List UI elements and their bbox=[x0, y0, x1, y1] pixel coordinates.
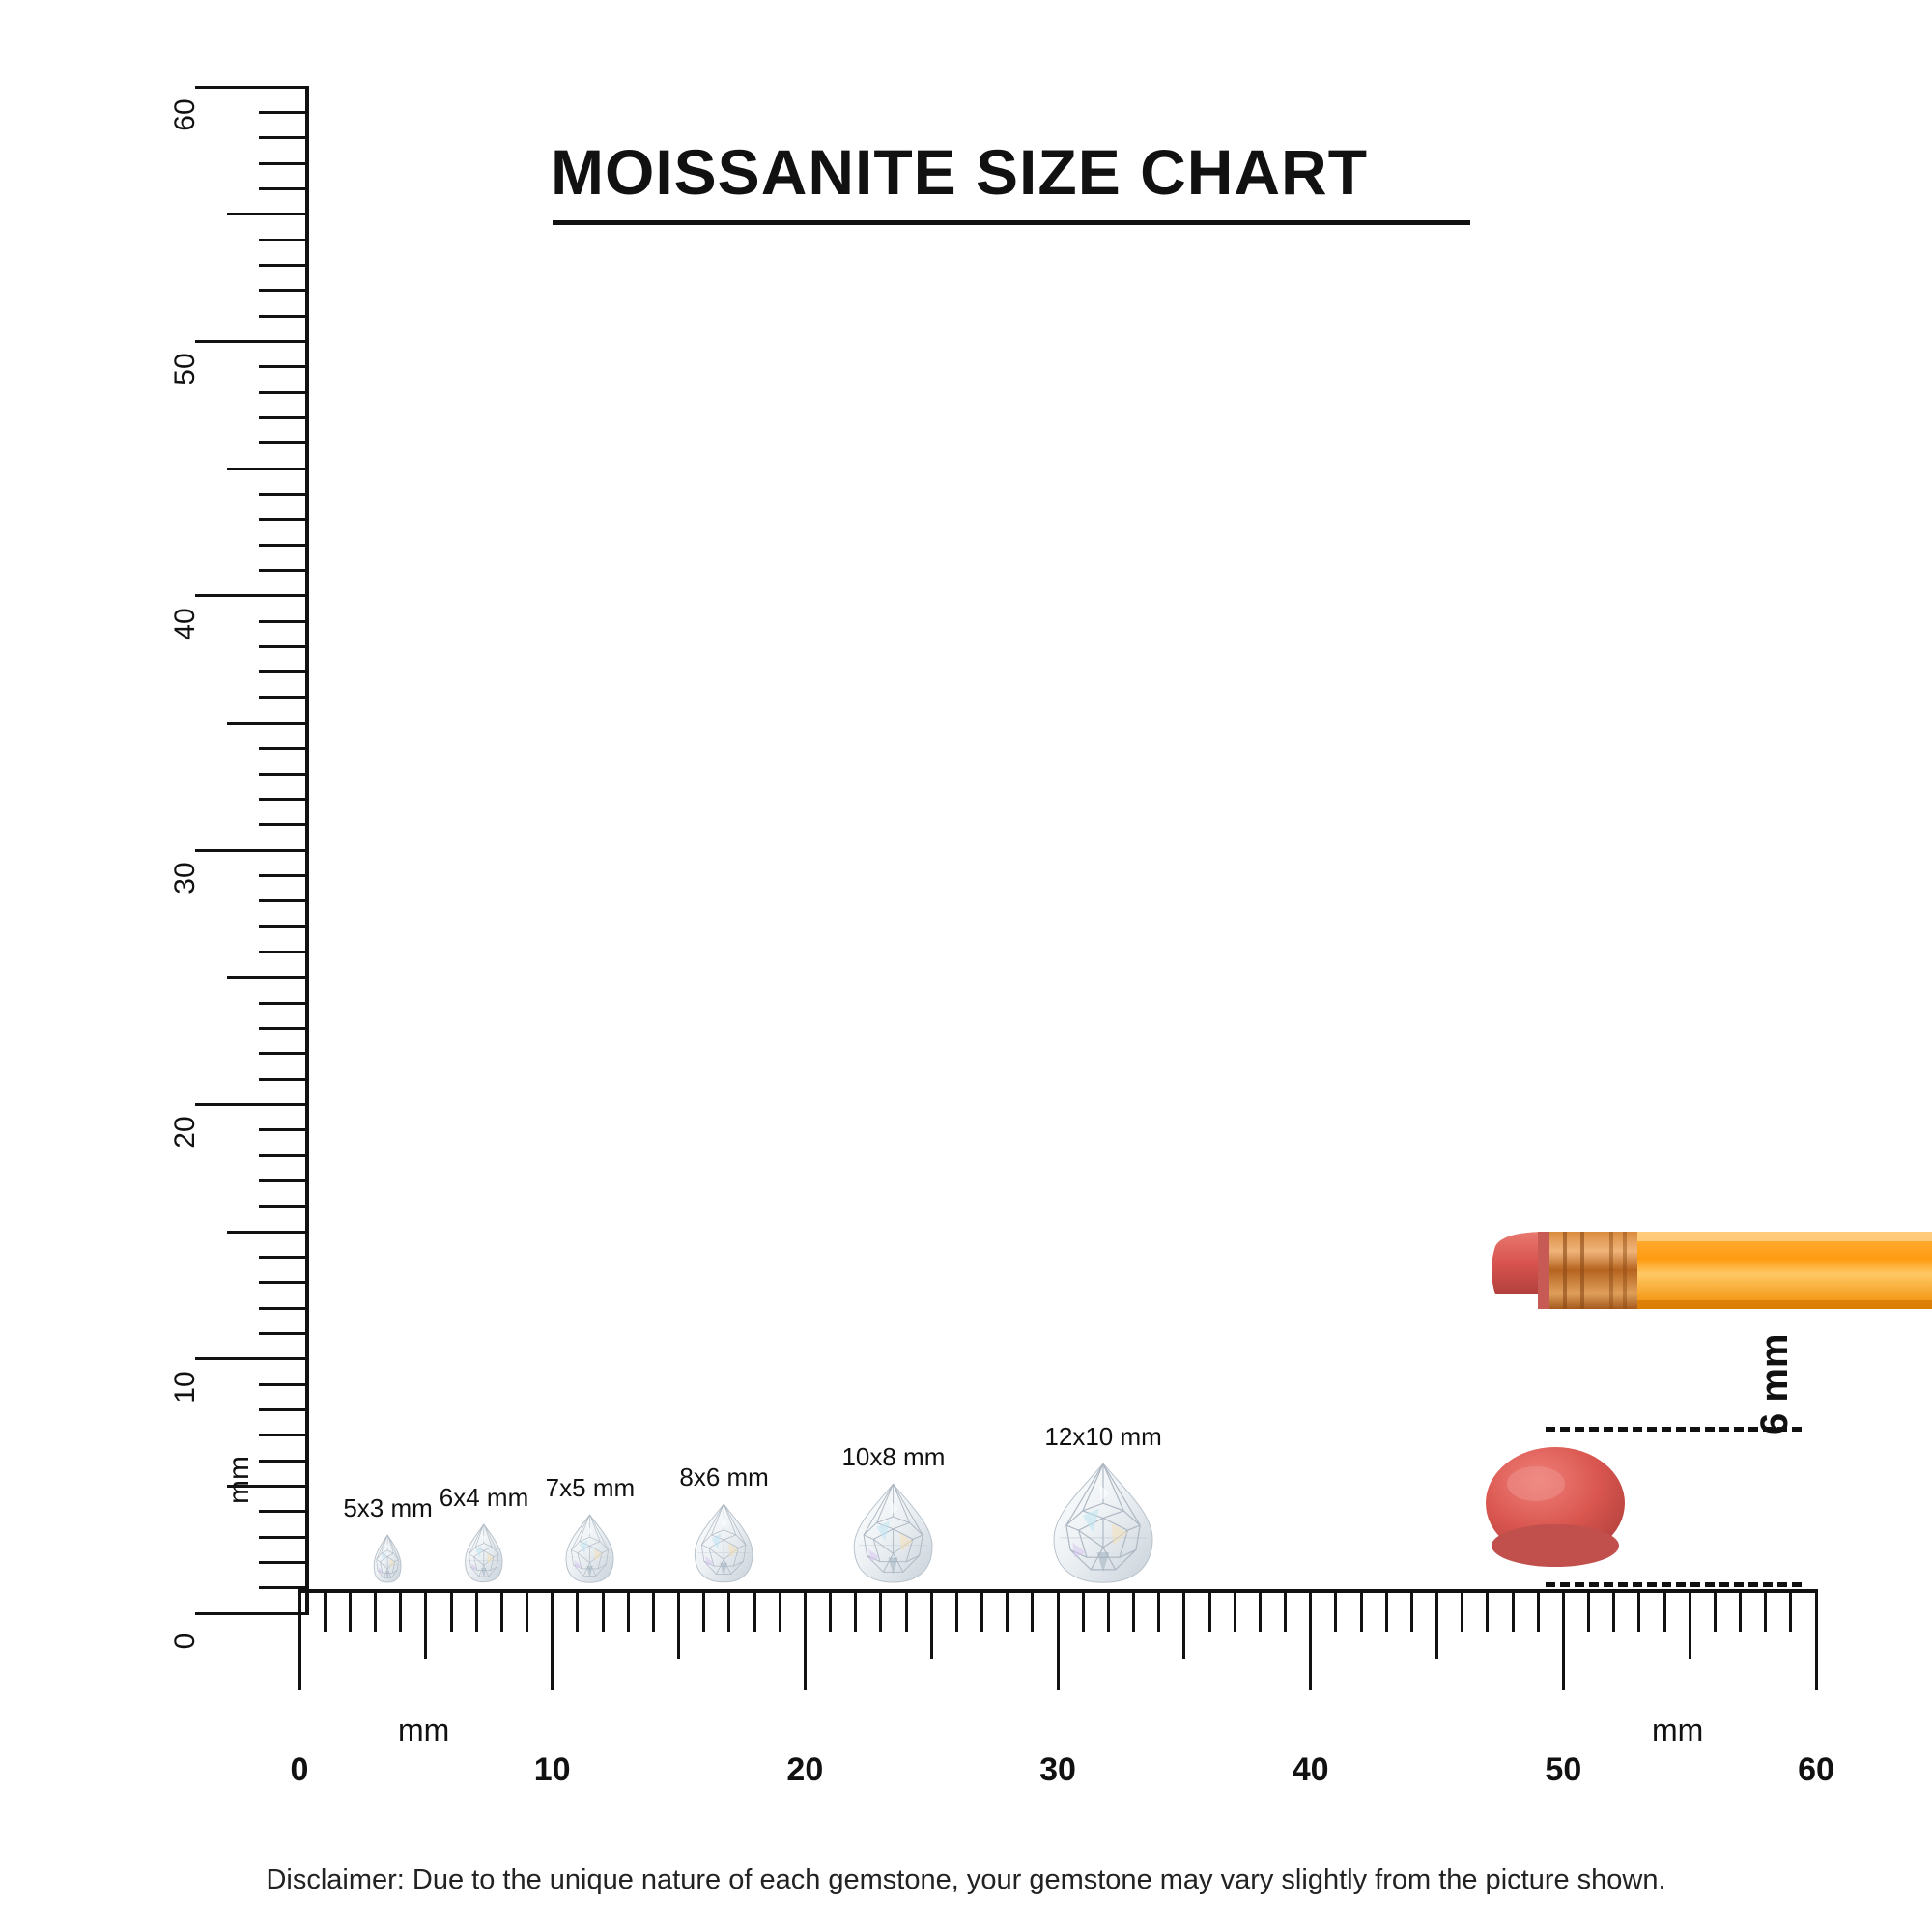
vertical-ruler-tick bbox=[259, 1281, 309, 1284]
horizontal-ruler-tick bbox=[879, 1589, 882, 1632]
horizontal-ruler-tick bbox=[829, 1589, 832, 1632]
horizontal-ruler-tick bbox=[424, 1589, 427, 1659]
gem-item bbox=[679, 1463, 769, 1589]
horizontal-ruler-tick bbox=[1612, 1589, 1615, 1632]
vertical-ruler-tick bbox=[259, 544, 309, 547]
horizontal-ruler-tick bbox=[1107, 1589, 1110, 1632]
vertical-ruler-tick bbox=[259, 136, 309, 139]
horizontal-ruler-tick bbox=[1182, 1589, 1185, 1659]
vertical-ruler-tick bbox=[259, 670, 309, 673]
horizontal-ruler-tick bbox=[1284, 1589, 1287, 1632]
horizontal-ruler-tick bbox=[374, 1589, 377, 1632]
horizontal-ruler-tick bbox=[753, 1589, 756, 1632]
horizontal-ruler-tick bbox=[980, 1589, 983, 1632]
horizontal-ruler bbox=[290, 1589, 1834, 1788]
eraser-illustration bbox=[1478, 1439, 1633, 1575]
horizontal-ruler-tick bbox=[1309, 1589, 1312, 1690]
gem-shape bbox=[373, 1533, 404, 1589]
horizontal-ruler-tick bbox=[1587, 1589, 1590, 1632]
vertical-ruler-tick bbox=[259, 569, 309, 572]
horizontal-ruler-tick bbox=[1082, 1589, 1085, 1632]
horizontal-ruler-tick bbox=[1637, 1589, 1640, 1632]
horizontal-ruler-tick bbox=[1334, 1589, 1337, 1632]
horizontal-ruler-tick bbox=[1259, 1589, 1262, 1632]
horizontal-ruler-tick bbox=[1360, 1589, 1363, 1632]
vertical-ruler-tick bbox=[259, 111, 309, 114]
vertical-ruler-tick bbox=[259, 899, 309, 902]
gem-graphic bbox=[464, 1522, 504, 1584]
gem-graphic bbox=[373, 1533, 404, 1584]
horizontal-ruler-tick bbox=[324, 1589, 327, 1632]
pencil-illustration bbox=[1488, 1208, 1932, 1333]
vertical-ruler-tick bbox=[259, 1307, 309, 1310]
horizontal-ruler-tick bbox=[1157, 1589, 1160, 1632]
vertical-ruler-tick bbox=[259, 162, 309, 165]
horizontal-ruler-tick bbox=[399, 1589, 402, 1632]
horizontal-ruler-tick bbox=[1789, 1589, 1792, 1632]
horizontal-ruler-tick bbox=[930, 1589, 933, 1659]
vertical-ruler-tick bbox=[259, 441, 309, 444]
horizontal-ruler-tick bbox=[1714, 1589, 1717, 1632]
vertical-ruler-tick bbox=[227, 468, 309, 470]
vertical-ruler-tick bbox=[259, 518, 309, 521]
vertical-ruler-tick bbox=[259, 645, 309, 648]
horizontal-ruler-tick bbox=[905, 1589, 908, 1632]
vertical-ruler-tick bbox=[259, 823, 309, 826]
horizontal-ruler-tick bbox=[804, 1589, 807, 1690]
horizontal-ruler-tick bbox=[1537, 1589, 1540, 1632]
gem-size-label: 10x8 mm bbox=[841, 1442, 946, 1471]
horizontal-ruler-tick bbox=[1234, 1589, 1236, 1632]
horizontal-ruler-tick bbox=[1486, 1589, 1489, 1632]
horizontal-ruler-tick bbox=[779, 1589, 781, 1632]
vertical-ruler-tick bbox=[259, 747, 309, 750]
vertical-ruler-tick bbox=[259, 1002, 309, 1005]
horizontal-ruler-label: 40 bbox=[1292, 1751, 1329, 1788]
horizontal-ruler-tick bbox=[1385, 1589, 1388, 1632]
vertical-ruler-label: 60 bbox=[169, 99, 201, 131]
horizontal-ruler-tick bbox=[1689, 1589, 1691, 1659]
horizontal-ruler-tick bbox=[1512, 1589, 1515, 1632]
gem-item bbox=[439, 1483, 529, 1589]
gem-shape bbox=[1052, 1462, 1154, 1589]
horizontal-ruler-tick bbox=[1410, 1589, 1413, 1632]
vertical-ruler-tick bbox=[259, 874, 309, 877]
horizontal-ruler-tick bbox=[1132, 1589, 1135, 1632]
gem-item bbox=[841, 1442, 946, 1589]
gem-size-label: 7x5 mm bbox=[545, 1472, 636, 1502]
vertical-ruler-tick bbox=[259, 951, 309, 953]
vertical-ruler-tick bbox=[259, 1408, 309, 1411]
horizontal-ruler-label: 0 bbox=[290, 1751, 309, 1788]
vertical-ruler-tick bbox=[259, 1154, 309, 1157]
horizontal-ruler-unit-left: mm bbox=[398, 1713, 450, 1747]
horizontal-ruler-tick bbox=[677, 1589, 680, 1659]
vertical-ruler-label: 0 bbox=[169, 1633, 201, 1650]
horizontal-ruler-tick bbox=[702, 1589, 705, 1632]
gem-item bbox=[1044, 1421, 1162, 1589]
vertical-ruler-tick bbox=[259, 1027, 309, 1030]
horizontal-ruler-tick bbox=[627, 1589, 630, 1632]
vertical-ruler-tick bbox=[195, 1612, 309, 1615]
horizontal-ruler-tick bbox=[955, 1589, 958, 1632]
vertical-ruler-tick bbox=[195, 1357, 309, 1360]
title-underline bbox=[553, 220, 1470, 225]
horizontal-ruler-tick bbox=[1663, 1589, 1666, 1632]
horizontal-ruler-unit-right: mm bbox=[1652, 1713, 1704, 1747]
vertical-ruler-unit: mm bbox=[223, 1456, 255, 1504]
horizontal-ruler-tick bbox=[1006, 1589, 1009, 1632]
gem-size-label: 5x3 mm bbox=[343, 1493, 433, 1522]
vertical-ruler-tick bbox=[195, 849, 309, 852]
disclaimer-text: Disclaimer: Due to the unique nature of each gemstone, your gemstone may vary slightly from the picture shown. bbox=[266, 1864, 1666, 1895]
vertical-ruler-label: 30 bbox=[169, 862, 201, 895]
gem-shape bbox=[853, 1482, 935, 1589]
horizontal-ruler-label: 20 bbox=[786, 1751, 824, 1788]
gem-item bbox=[545, 1472, 636, 1589]
horizontal-ruler-tick bbox=[602, 1589, 605, 1632]
horizontal-ruler-tick bbox=[1461, 1589, 1463, 1632]
vertical-ruler-tick bbox=[259, 773, 309, 776]
vertical-ruler-tick bbox=[259, 315, 309, 318]
horizontal-ruler-label: 30 bbox=[1039, 1751, 1076, 1788]
page-title: MOISSANITE SIZE CHART bbox=[551, 136, 1369, 208]
horizontal-ruler-tick bbox=[1208, 1589, 1211, 1632]
vertical-ruler-label: 40 bbox=[169, 607, 201, 640]
gem-shape bbox=[464, 1522, 504, 1589]
horizontal-ruler-tick bbox=[450, 1589, 453, 1632]
vertical-ruler-tick bbox=[259, 187, 309, 190]
vertical-ruler-tick bbox=[195, 340, 309, 343]
vertical-ruler-tick bbox=[195, 86, 309, 89]
vertical-ruler bbox=[135, 87, 309, 1650]
horizontal-ruler-tick bbox=[349, 1589, 352, 1632]
vertical-ruler-tick bbox=[259, 1256, 309, 1259]
gem-size-label: 8x6 mm bbox=[679, 1463, 769, 1492]
vertical-ruler-tick bbox=[227, 722, 309, 724]
horizontal-ruler-tick bbox=[551, 1589, 554, 1690]
vertical-ruler-tick bbox=[195, 594, 309, 597]
horizontal-ruler-label: 50 bbox=[1545, 1751, 1582, 1788]
vertical-ruler-tick bbox=[227, 1231, 309, 1234]
horizontal-ruler-tick bbox=[1815, 1589, 1818, 1690]
gem-shape bbox=[694, 1502, 755, 1589]
horizontal-ruler-tick bbox=[1764, 1589, 1767, 1632]
gem-graphic bbox=[564, 1513, 615, 1584]
horizontal-ruler-tick bbox=[475, 1589, 478, 1632]
vertical-ruler-tick bbox=[259, 1052, 309, 1055]
eraser-measure-bottom-dash bbox=[1546, 1582, 1802, 1587]
horizontal-ruler-tick bbox=[1739, 1589, 1742, 1632]
vertical-ruler-tick bbox=[259, 365, 309, 368]
horizontal-ruler-label: 10 bbox=[533, 1751, 571, 1788]
vertical-ruler-tick bbox=[259, 1128, 309, 1131]
vertical-ruler-tick bbox=[227, 976, 309, 979]
vertical-ruler-tick bbox=[259, 798, 309, 801]
gem-graphic bbox=[853, 1482, 935, 1584]
vertical-ruler-tick bbox=[259, 493, 309, 496]
gem-graphic bbox=[1052, 1462, 1154, 1584]
vertical-ruler-tick bbox=[259, 1332, 309, 1335]
vertical-ruler-tick bbox=[259, 289, 309, 292]
horizontal-ruler-tick bbox=[526, 1589, 528, 1632]
vertical-ruler-tick bbox=[259, 696, 309, 699]
gem-item bbox=[343, 1493, 433, 1589]
horizontal-ruler-tick bbox=[1031, 1589, 1034, 1632]
vertical-ruler-tick bbox=[259, 1434, 309, 1436]
vertical-ruler-tick bbox=[259, 264, 309, 267]
vertical-ruler-tick bbox=[259, 1078, 309, 1081]
horizontal-ruler-tick bbox=[1435, 1589, 1438, 1659]
vertical-ruler-label: 20 bbox=[169, 1116, 201, 1150]
horizontal-ruler-tick bbox=[298, 1589, 301, 1690]
vertical-ruler-tick bbox=[259, 416, 309, 419]
vertical-ruler-label: 50 bbox=[169, 353, 201, 386]
horizontal-ruler-label: 60 bbox=[1798, 1751, 1834, 1788]
vertical-ruler-tick bbox=[259, 925, 309, 928]
horizontal-ruler-tick bbox=[854, 1589, 857, 1632]
vertical-ruler-tick bbox=[259, 1205, 309, 1208]
vertical-ruler-tick bbox=[259, 1179, 309, 1182]
vertical-ruler-tick bbox=[259, 1510, 309, 1513]
vertical-ruler-tick bbox=[259, 1536, 309, 1539]
horizontal-ruler-tick bbox=[727, 1589, 730, 1632]
eraser-size-label: 6 mm bbox=[1753, 1333, 1796, 1435]
horizontal-ruler-tick bbox=[500, 1589, 503, 1632]
vertical-ruler-label: 10 bbox=[169, 1370, 201, 1404]
horizontal-ruler-tick bbox=[1562, 1589, 1565, 1690]
vertical-ruler-tick bbox=[195, 1103, 309, 1106]
vertical-ruler-tick bbox=[259, 1460, 309, 1463]
horizontal-ruler-tick bbox=[652, 1589, 655, 1632]
gem-graphic bbox=[694, 1502, 755, 1584]
gem-shape bbox=[564, 1513, 615, 1589]
vertical-ruler-tick bbox=[227, 213, 309, 215]
vertical-ruler-tick bbox=[259, 620, 309, 623]
vertical-ruler-tick bbox=[259, 239, 309, 242]
horizontal-ruler-tick bbox=[1057, 1589, 1060, 1690]
gem-size-label: 6x4 mm bbox=[439, 1483, 529, 1513]
vertical-ruler-tick bbox=[259, 1561, 309, 1564]
vertical-ruler-tick bbox=[259, 391, 309, 394]
horizontal-ruler-tick bbox=[576, 1589, 579, 1632]
gem-size-label: 12x10 mm bbox=[1044, 1421, 1162, 1451]
vertical-ruler-tick bbox=[259, 1383, 309, 1386]
